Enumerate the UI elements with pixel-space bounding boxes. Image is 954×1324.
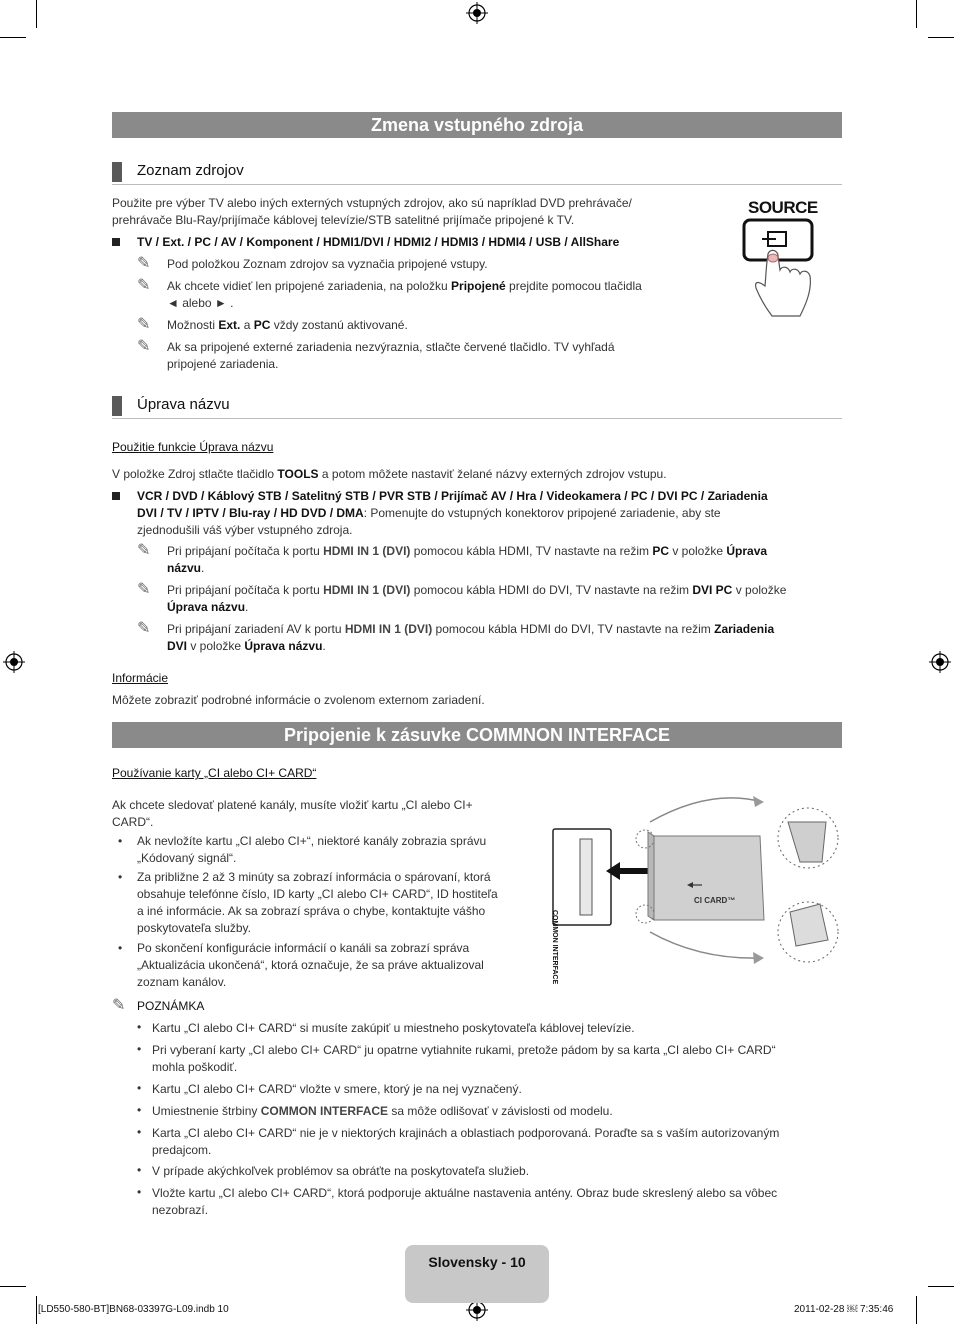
- device-list-1: VCR / DVD / Káblový STB / Satelitný STB / PVR STB / Prijímač AV / Hra / Videokamera / PC / DVI PC / Zariadenia: [137, 489, 768, 503]
- file-info: [LD550-580-BT]BN68-03397G-L09.indb 10: [38, 1304, 229, 1315]
- note-connected-only: Ak chcete vidieť len pripojené zariadenia, na položku Pripojené prejdite pomocou tlačidla: [167, 279, 642, 293]
- ci-bullet-2c: a iné informácie. Ak sa zobrazí správa o chybe, kontaktujte vášho: [137, 904, 486, 918]
- source-list-items: TV / Ext. / PC / AV / Komponent / HDMI1/DVI / HDMI2 / HDMI3 / HDMI4 / USB / AllShare: [137, 235, 620, 249]
- ci-intro-2: CARD“.: [112, 815, 154, 829]
- note-title: POZNÁMKA: [137, 999, 205, 1013]
- ci-note-7b: nezobrazí.: [152, 1203, 209, 1217]
- ci-bullet-3a: Po skončení konfigurácie informácií o kanáli sa zobrazí správa: [137, 941, 470, 955]
- ci-card-insertion-illustration: [550, 792, 842, 985]
- ci-note-1: Kartu „CI alebo CI+ CARD“ si musíte zakúpiť u miestneho poskytovateľa káblovej televízie.: [152, 1021, 635, 1035]
- bullet-dot-icon: •: [137, 1185, 142, 1199]
- note-pencil-icon: ✎: [137, 338, 151, 355]
- link-use-edit-name[interactable]: Použitie funkcie Úprava názvu: [112, 440, 274, 454]
- ci-bullet-1b: „Kódovaný signál“.: [137, 851, 237, 865]
- ci-note-4: Umiestnenie štrbiny COMMON INTERFACE sa môže odlišovať v závislosti od modelu.: [152, 1104, 613, 1118]
- note-hdmi-dvi-pc: Pri pripájaní počítača k portu HDMI IN 1 (DVI) pomocou kábla HDMI do DVI, TV nastavte na režim DVI PC v položke: [167, 583, 787, 597]
- bullet-dot-icon: •: [118, 870, 123, 884]
- page-number-tab: [405, 1245, 549, 1303]
- bullet-dot-icon: •: [118, 941, 123, 955]
- ci-note-5b: predajcom.: [152, 1143, 212, 1157]
- heading-marker: [112, 396, 122, 416]
- ci-note-6: V prípade akýchkoľvek problémov sa obráťte na poskytovateľa služieb.: [152, 1164, 530, 1178]
- note-hdmi-pc: Pri pripájaní počítača k portu HDMI IN 1 (DVI) pomocou kábla HDMI, TV nastavte na režim PC v položke Úprava: [167, 544, 768, 558]
- bullet-dot-icon: •: [137, 1042, 142, 1056]
- note-connected-inputs: Pod položkou Zoznam zdrojov sa vyznačia pripojené vstupy.: [167, 257, 488, 271]
- note-red-button-cont: pripojené zariadenia.: [167, 357, 279, 371]
- crop-mark: [0, 37, 26, 38]
- page-number: Slovensky - 10: [428, 1254, 526, 1270]
- subheading-source-list: [112, 160, 842, 185]
- registration-mark-icon: [466, 2, 488, 24]
- note-hdmi-av-cont: DVI v položke Úprava názvu.: [167, 639, 326, 653]
- square-bullet-icon: [112, 238, 120, 246]
- ci-card-label: CI CARD™: [694, 896, 736, 905]
- note-hdmi-pc-cont: názvu.: [167, 561, 205, 575]
- ci-intro-1: Ak chcete sledovať platené kanály, musíte vložiť kartu „CI alebo CI+: [112, 798, 473, 812]
- section-title-input-source: Zmena vstupného zdroja: [112, 112, 842, 138]
- note-pencil-icon: ✎: [137, 581, 151, 598]
- link-using-ci-card[interactable]: Používanie karty „CI alebo CI+ CARD“: [112, 766, 317, 780]
- ci-note-2b: mohla poškodiť.: [152, 1060, 238, 1074]
- registration-mark-icon: [929, 651, 951, 673]
- ci-note-7a: Vložte kartu „CI alebo CI+ CARD“, ktorá podporuje aktuálne nastavenia antény. Obraz bude skreslený alebo sa vôbec: [152, 1186, 778, 1200]
- ci-bullet-2d: poskytovateľa služby.: [137, 921, 251, 935]
- note-pencil-icon: ✎: [137, 255, 151, 272]
- ci-bullet-1a: Ak nevložíte kartu „CI alebo CI+“, niektoré kanály zobrazia správu: [137, 834, 487, 848]
- bullet-dot-icon: •: [137, 1163, 142, 1177]
- crop-mark: [916, 0, 917, 28]
- subheading-text: Úprava názvu: [137, 396, 230, 413]
- crop-mark: [36, 1296, 37, 1324]
- note-pencil-icon: ✎: [137, 277, 151, 294]
- note-pencil-icon: ✎: [137, 542, 151, 559]
- ci-bullet-3b: „Aktualizácia ukončená“, ktorá označuje, že sa práve aktualizoval: [137, 958, 484, 972]
- ci-note-3: Kartu „CI alebo CI+ CARD“ vložte v smere, ktorý je na nej vyznačený.: [152, 1082, 522, 1096]
- crop-mark: [928, 1286, 954, 1287]
- intro-line-2: prehrávače Blu-Ray/prijímače káblovej televízie/STB satelitné prijímače pripojené k TV.: [112, 213, 575, 227]
- crop-mark: [36, 0, 37, 28]
- ci-bullet-2a: Za približne 2 až 3 minúty sa zobrazí informácia o spárovaní, ktorá: [137, 870, 491, 884]
- information-text: Môžete zobraziť podrobné informácie o zvolenom externom zariadení.: [112, 693, 485, 707]
- note-pencil-icon: ✎: [137, 316, 151, 333]
- bullet-dot-icon: •: [137, 1081, 142, 1095]
- ci-note-2a: Pri vyberaní karty „CI alebo CI+ CARD“ ju opatrne vytiahnite rukami, pretože pádom by sa karta „CI alebo CI+ CARD“: [152, 1043, 776, 1057]
- intro-line-1: Použite pre výber TV alebo iných externých vstupných zdrojov, ako sú napríklad DVD prehrávače/: [112, 196, 632, 210]
- source-label: SOURCE: [748, 198, 818, 217]
- note-hdmi-dvi-pc-cont: Úprava názvu.: [167, 600, 249, 614]
- device-list-3: zjednodušili váš výber vstupného zdroja.: [137, 523, 353, 537]
- note-pencil-icon: ✎: [112, 997, 126, 1014]
- note-arrow-keys: ◄ alebo ► .: [167, 296, 234, 310]
- ci-bullet-3c: zoznam kanálov.: [137, 975, 227, 989]
- bullet-dot-icon: •: [137, 1103, 142, 1117]
- subheading-text: Zoznam zdrojov: [137, 162, 244, 179]
- bullet-dot-icon: •: [118, 834, 123, 848]
- crop-mark: [928, 37, 954, 38]
- section-title-common-interface: Pripojenie k zásuvke COMMNON INTERFACE: [112, 722, 842, 748]
- note-hdmi-av: Pri pripájaní zariadení AV k portu HDMI IN 1 (DVI) pomocou kábla HDMI do DVI, TV nastavte na režim Zariadenia: [167, 622, 775, 636]
- bullet-dot-icon: •: [137, 1125, 142, 1139]
- square-bullet-icon: [112, 492, 120, 500]
- print-date: 2011-02-28 ￼ 7:35:46: [794, 1304, 894, 1315]
- note-always-active: Možnosti Ext. a PC vždy zostanú aktivované.: [167, 318, 408, 332]
- link-information[interactable]: Informácie: [112, 671, 169, 685]
- crop-mark: [0, 1286, 26, 1287]
- ci-bullet-2b: obsahuje telefónne číslo, ID karty „CI alebo CI+ CARD“, ID hostiteľa: [137, 887, 498, 901]
- note-pencil-icon: ✎: [137, 620, 151, 637]
- bullet-dot-icon: •: [137, 1020, 142, 1034]
- ci-note-5a: Karta „CI alebo CI+ CARD“ nie je v niektorých krajinách a oblastiach podporovaná. Poraďte sa s vaším autorizovaným: [152, 1126, 780, 1140]
- source-button-hand-icon: [740, 216, 820, 321]
- subheading-edit-name: [112, 394, 842, 419]
- crop-mark: [916, 1296, 917, 1324]
- device-list-2: DVI / TV / IPTV / Blu-ray / HD DVD / DMA: Pomenujte do vstupných konektorov pripojené zariadenie, aby ste: [137, 506, 721, 520]
- slot-label: COMMON INTERFACE: [551, 910, 558, 985]
- note-red-button: Ak sa pripojené externé zariadenia nezvýraznia, stlačte červené tlačidlo. TV vyhľadá: [167, 340, 615, 354]
- registration-mark-icon: [3, 651, 25, 673]
- heading-marker: [112, 162, 122, 182]
- edit-name-intro: V položke Zdroj stlačte tlačidlo TOOLS a potom môžete nastaviť želané názvy externých zdrojov vstupu.: [112, 467, 667, 481]
